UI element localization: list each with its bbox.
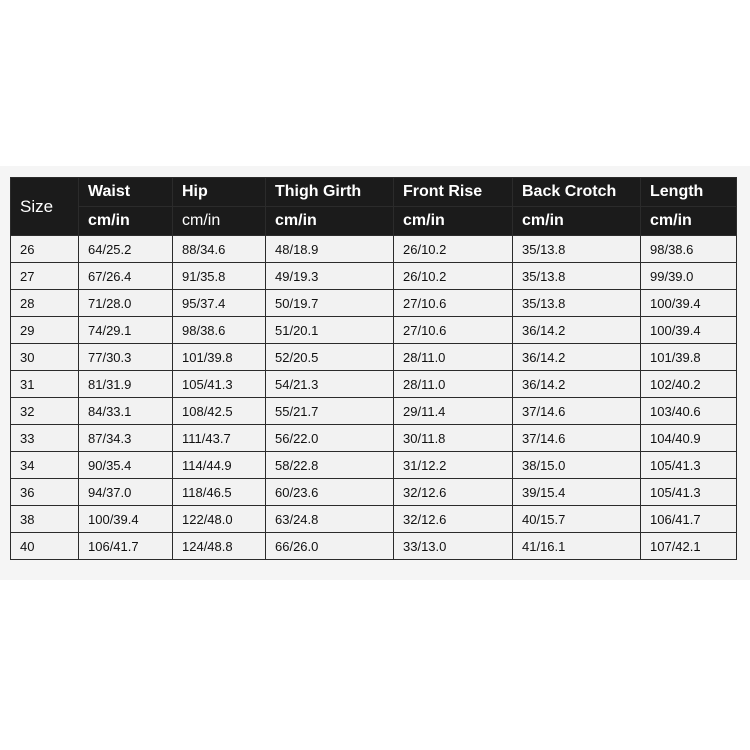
- cell-front-rise: 27/10.6: [394, 317, 513, 344]
- cell-front-rise: 28/11.0: [394, 371, 513, 398]
- header-back-crotch: Back Crotch: [513, 178, 641, 207]
- cell-thigh-girth: 56/22.0: [266, 425, 394, 452]
- cell-hip: 114/44.9: [173, 452, 266, 479]
- cell-length: 105/41.3: [641, 452, 737, 479]
- cell-hip: 108/42.5: [173, 398, 266, 425]
- cell-front-rise: 31/12.2: [394, 452, 513, 479]
- cell-size: 34: [11, 452, 79, 479]
- cell-back-crotch: 37/14.6: [513, 398, 641, 425]
- table-body: [11, 236, 737, 560]
- header-thigh-girth: Thigh Girth: [266, 178, 394, 207]
- cell-waist: 87/34.3: [79, 425, 173, 452]
- cell-back-crotch: 35/13.8: [513, 263, 641, 290]
- cell-back-crotch: 36/14.2: [513, 317, 641, 344]
- cell-hip: 98/38.6: [173, 317, 266, 344]
- table-row: [11, 236, 737, 263]
- cell-front-rise: 33/13.0: [394, 533, 513, 560]
- cell-size: 27: [11, 263, 79, 290]
- cell-front-rise: 32/12.6: [394, 479, 513, 506]
- header-size: Size: [11, 178, 79, 236]
- cell-hip: 88/34.6: [173, 236, 266, 263]
- cell-length: 99/39.0: [641, 263, 737, 290]
- table-row: [11, 425, 737, 452]
- cell-front-rise: 29/11.4: [394, 398, 513, 425]
- cell-size: 40: [11, 533, 79, 560]
- cell-back-crotch: 39/15.4: [513, 479, 641, 506]
- cell-size: 30: [11, 344, 79, 371]
- cell-waist: 84/33.1: [79, 398, 173, 425]
- cell-waist: 81/31.9: [79, 371, 173, 398]
- cell-back-crotch: 37/14.6: [513, 425, 641, 452]
- cell-thigh-girth: 54/21.3: [266, 371, 394, 398]
- cell-waist: 106/41.7: [79, 533, 173, 560]
- cell-hip: 118/46.5: [173, 479, 266, 506]
- cell-waist: 94/37.0: [79, 479, 173, 506]
- unit-back-crotch: cm/in: [513, 207, 641, 236]
- cell-front-rise: 27/10.6: [394, 290, 513, 317]
- cell-hip: 122/48.0: [173, 506, 266, 533]
- cell-front-rise: 30/11.8: [394, 425, 513, 452]
- cell-length: 107/42.1: [641, 533, 737, 560]
- unit-waist: cm/in: [79, 207, 173, 236]
- table-row: [11, 263, 737, 290]
- cell-length: 102/40.2: [641, 371, 737, 398]
- cell-waist: 90/35.4: [79, 452, 173, 479]
- cell-hip: 101/39.8: [173, 344, 266, 371]
- cell-size: 33: [11, 425, 79, 452]
- cell-thigh-girth: 49/19.3: [266, 263, 394, 290]
- table-row: [11, 452, 737, 479]
- cell-back-crotch: 41/16.1: [513, 533, 641, 560]
- cell-back-crotch: 36/14.2: [513, 344, 641, 371]
- cell-thigh-girth: 51/20.1: [266, 317, 394, 344]
- cell-length: 100/39.4: [641, 290, 737, 317]
- header-hip: Hip: [173, 178, 266, 207]
- cell-back-crotch: 40/15.7: [513, 506, 641, 533]
- cell-size: 26: [11, 236, 79, 263]
- cell-thigh-girth: 48/18.9: [266, 236, 394, 263]
- cell-hip: 111/43.7: [173, 425, 266, 452]
- table-row: [11, 290, 737, 317]
- cell-waist: 64/25.2: [79, 236, 173, 263]
- cell-length: 101/39.8: [641, 344, 737, 371]
- cell-length: 106/41.7: [641, 506, 737, 533]
- cell-size: 36: [11, 479, 79, 506]
- unit-hip: cm/in: [173, 207, 266, 236]
- cell-front-rise: 28/11.0: [394, 344, 513, 371]
- cell-back-crotch: 35/13.8: [513, 290, 641, 317]
- cell-back-crotch: 35/13.8: [513, 236, 641, 263]
- table-row: [11, 371, 737, 398]
- cell-size: 28: [11, 290, 79, 317]
- size-chart-table: [10, 177, 737, 560]
- table-header: [11, 178, 737, 236]
- header-front-rise: Front Rise: [394, 178, 513, 207]
- cell-size: 29: [11, 317, 79, 344]
- cell-length: 100/39.4: [641, 317, 737, 344]
- cell-back-crotch: 36/14.2: [513, 371, 641, 398]
- cell-thigh-girth: 60/23.6: [266, 479, 394, 506]
- cell-front-rise: 26/10.2: [394, 263, 513, 290]
- table-row: [11, 533, 737, 560]
- cell-waist: 67/26.4: [79, 263, 173, 290]
- cell-size: 31: [11, 371, 79, 398]
- cell-hip: 124/48.8: [173, 533, 266, 560]
- cell-thigh-girth: 50/19.7: [266, 290, 394, 317]
- cell-size: 32: [11, 398, 79, 425]
- header-waist: Waist: [79, 178, 173, 207]
- table-row: [11, 398, 737, 425]
- cell-hip: 105/41.3: [173, 371, 266, 398]
- cell-length: 105/41.3: [641, 479, 737, 506]
- unit-front-rise: cm/in: [394, 207, 513, 236]
- cell-thigh-girth: 66/26.0: [266, 533, 394, 560]
- cell-waist: 74/29.1: [79, 317, 173, 344]
- cell-size: 38: [11, 506, 79, 533]
- cell-hip: 91/35.8: [173, 263, 266, 290]
- cell-front-rise: 26/10.2: [394, 236, 513, 263]
- cell-length: 103/40.6: [641, 398, 737, 425]
- cell-waist: 77/30.3: [79, 344, 173, 371]
- table-row: [11, 317, 737, 344]
- cell-thigh-girth: 58/22.8: [266, 452, 394, 479]
- cell-length: 104/40.9: [641, 425, 737, 452]
- header-length: Length: [641, 178, 737, 207]
- cell-hip: 95/37.4: [173, 290, 266, 317]
- cell-waist: 100/39.4: [79, 506, 173, 533]
- cell-thigh-girth: 55/21.7: [266, 398, 394, 425]
- cell-thigh-girth: 52/20.5: [266, 344, 394, 371]
- cell-thigh-girth: 63/24.8: [266, 506, 394, 533]
- cell-back-crotch: 38/15.0: [513, 452, 641, 479]
- table-row: [11, 344, 737, 371]
- unit-thigh-girth: cm/in: [266, 207, 394, 236]
- cell-waist: 71/28.0: [79, 290, 173, 317]
- cell-front-rise: 32/12.6: [394, 506, 513, 533]
- cell-length: 98/38.6: [641, 236, 737, 263]
- table-row: [11, 479, 737, 506]
- table-row: [11, 506, 737, 533]
- unit-length: cm/in: [641, 207, 737, 236]
